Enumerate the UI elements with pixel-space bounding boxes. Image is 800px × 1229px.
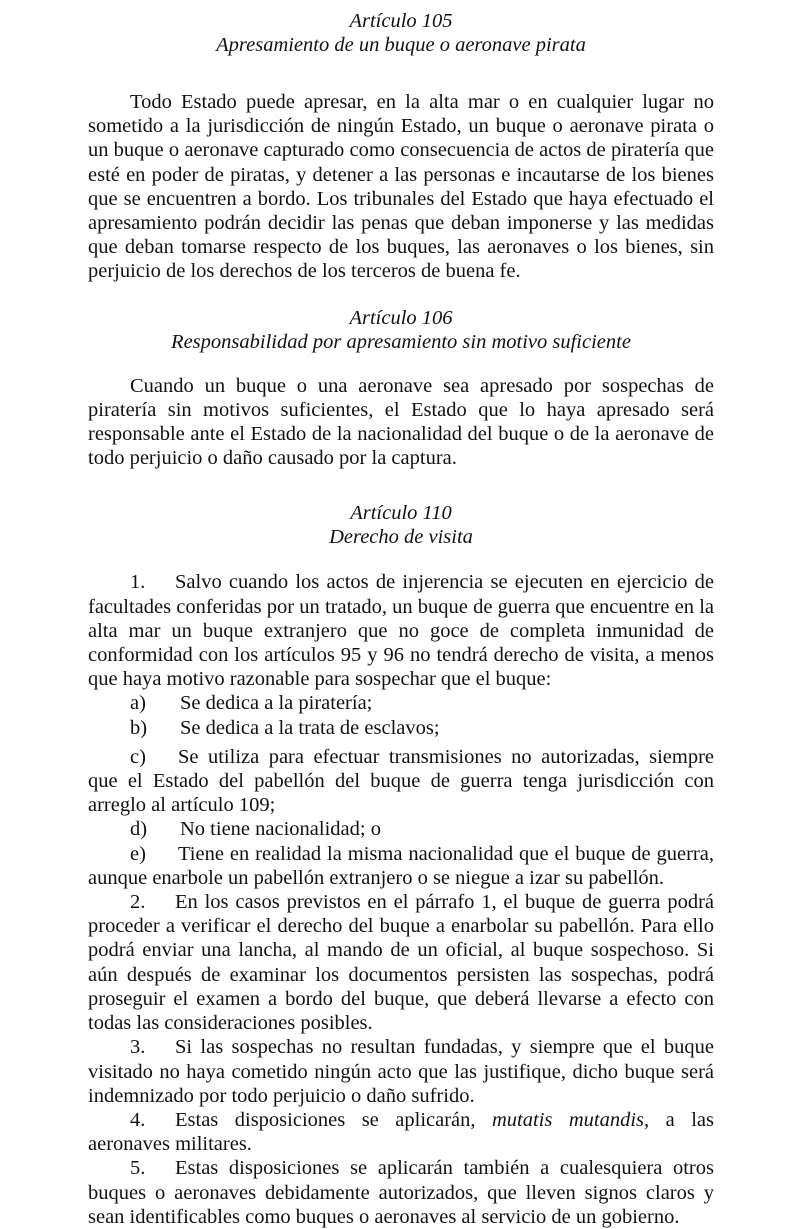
- paragraph-number: 2.: [130, 891, 146, 914]
- paragraph-text-pre: Estas disposiciones se aplicarán,: [175, 1108, 492, 1131]
- paragraph-number: 1.: [130, 571, 146, 594]
- list-item-label: a): [130, 692, 146, 715]
- article-110-paragraph-1: [88, 570, 714, 691]
- list-item-text: Se dedica a la piratería;: [180, 692, 373, 715]
- article-106-body: Cuando un buque o una aeronave sea apresado por sospechas de piratería sin motivos suficientes, el Estado que lo haya apresado será responsable ante el Estado de la nacionalidad del buque o de la aeronave de todo perjuicio o daño causado por la captura.: [88, 374, 714, 470]
- article-105-body-block: [88, 90, 714, 284]
- paragraph-number: 4.: [130, 1108, 146, 1131]
- article-105-header: [88, 0, 714, 57]
- paragraph-text-emphasis: mutatis mutandis: [492, 1108, 645, 1131]
- article-110-subtitle: Derecho de visita: [329, 526, 473, 549]
- paragraph-number: 3.: [130, 1036, 146, 1059]
- article-110-header: [88, 501, 714, 549]
- article-110-body-block: [88, 570, 714, 1228]
- paragraph-text: Salvo cuando los actos de injerencia se ejecuten en ejercicio de facultades conferidas por un tratado, un buque de guerra que encuentre en la alta mar un buque extranjero que no goce de completa inmunidad de conformidad con los artículos 95 y 96 no tendrá derecho de visita, a menos que haya motivo razonable para sospechar que el buque:: [88, 571, 714, 691]
- list-item-a: [88, 691, 714, 715]
- list-item-text: Tiene en realidad la misma nacionalidad que el buque de guerra, aunque enarbole un pabellón extranjero o se niegue a izar su pabellón.: [88, 842, 714, 889]
- list-item-text: Se dedica a la trata de esclavos;: [180, 716, 440, 739]
- paragraph-text: Si las sospechas no resultan fundadas, y siempre que el buque visitado no haya cometido ningún acto que las justifique, dicho buque será indemnizado por todo perjuicio o daño sufrido.: [88, 1036, 714, 1107]
- article-105-body: Todo Estado puede apresar, en la alta mar o en cualquier lugar no sometido a la jurisdicción de ningún Estado, un buque o aeronave pirata o un buque o aeronave capturado como consecuencia de actos de piratería que esté en poder de piratas, y detener a las personas e incautarse de los bienes que se encuentren a bordo. Los tribunales del Estado que haya efectuado el apresamiento podrán decidir las penas que deban imponerse y las medidas que deban tomarse respecto de los buques, las aeronaves o los bienes, sin perjuicio de los derechos de los terceros de buena fe.: [88, 91, 714, 283]
- article-110-paragraph-4: [88, 1108, 714, 1156]
- paragraph-text: Estas disposiciones se aplicarán también a cualesquiera otros buques o aeronaves debidamente autorizados, que lleven signos claros y sean identificables como buques o aeronaves al servicio de un gobierno.: [88, 1157, 714, 1228]
- list-item-label: d): [130, 818, 148, 841]
- list-item-b: [88, 716, 714, 740]
- article-105-subtitle: Apresamiento de un buque o aeronave pirata: [216, 34, 586, 56]
- list-item-label: b): [130, 716, 148, 739]
- article-110-paragraph-2: [88, 890, 714, 1035]
- article-106-subtitle: Responsabilidad por apresamiento sin motivo suficiente: [171, 330, 631, 353]
- article-106-body-block: [88, 374, 714, 471]
- paragraph-text: En los casos previstos en el párrafo 1, el buque de guerra podrá proceder a verificar el derecho del buque a enarbolar su pabellón. Para ello podrá enviar una lancha, al mando de un oficial, al buque sospechoso. Si aún después de examinar los documentos persisten las sospechas, podrá proseguir el examen a bordo del buque, que deberá llevarse a efecto con todas las consideraciones posibles.: [88, 891, 714, 1035]
- list-item-text: Se utiliza para efectuar transmisiones no autorizadas, siempre que el Estado del pabellón del buque de guerra tenga jurisdicción con arreglo al artículo 109;: [88, 745, 714, 817]
- list-item-d: [88, 817, 714, 841]
- article-106-title: Artículo 106: [349, 306, 453, 329]
- article-106-header: [88, 306, 714, 354]
- list-item-e: [88, 842, 714, 890]
- list-item-c: [88, 745, 714, 818]
- article-105-title: Artículo 105: [349, 10, 453, 32]
- list-item-text: No tiene nacionalidad; o: [180, 818, 381, 841]
- list-item-label: c): [130, 745, 146, 768]
- article-110-paragraph-3: [88, 1035, 714, 1108]
- paragraph-number: 5.: [130, 1157, 146, 1180]
- article-110-paragraph-5: [88, 1156, 714, 1229]
- article-110-title: Artículo 110: [350, 502, 452, 525]
- paragraph-text-post: , a las aeronaves militares.: [88, 1108, 714, 1156]
- list-item-label: e): [130, 842, 146, 865]
